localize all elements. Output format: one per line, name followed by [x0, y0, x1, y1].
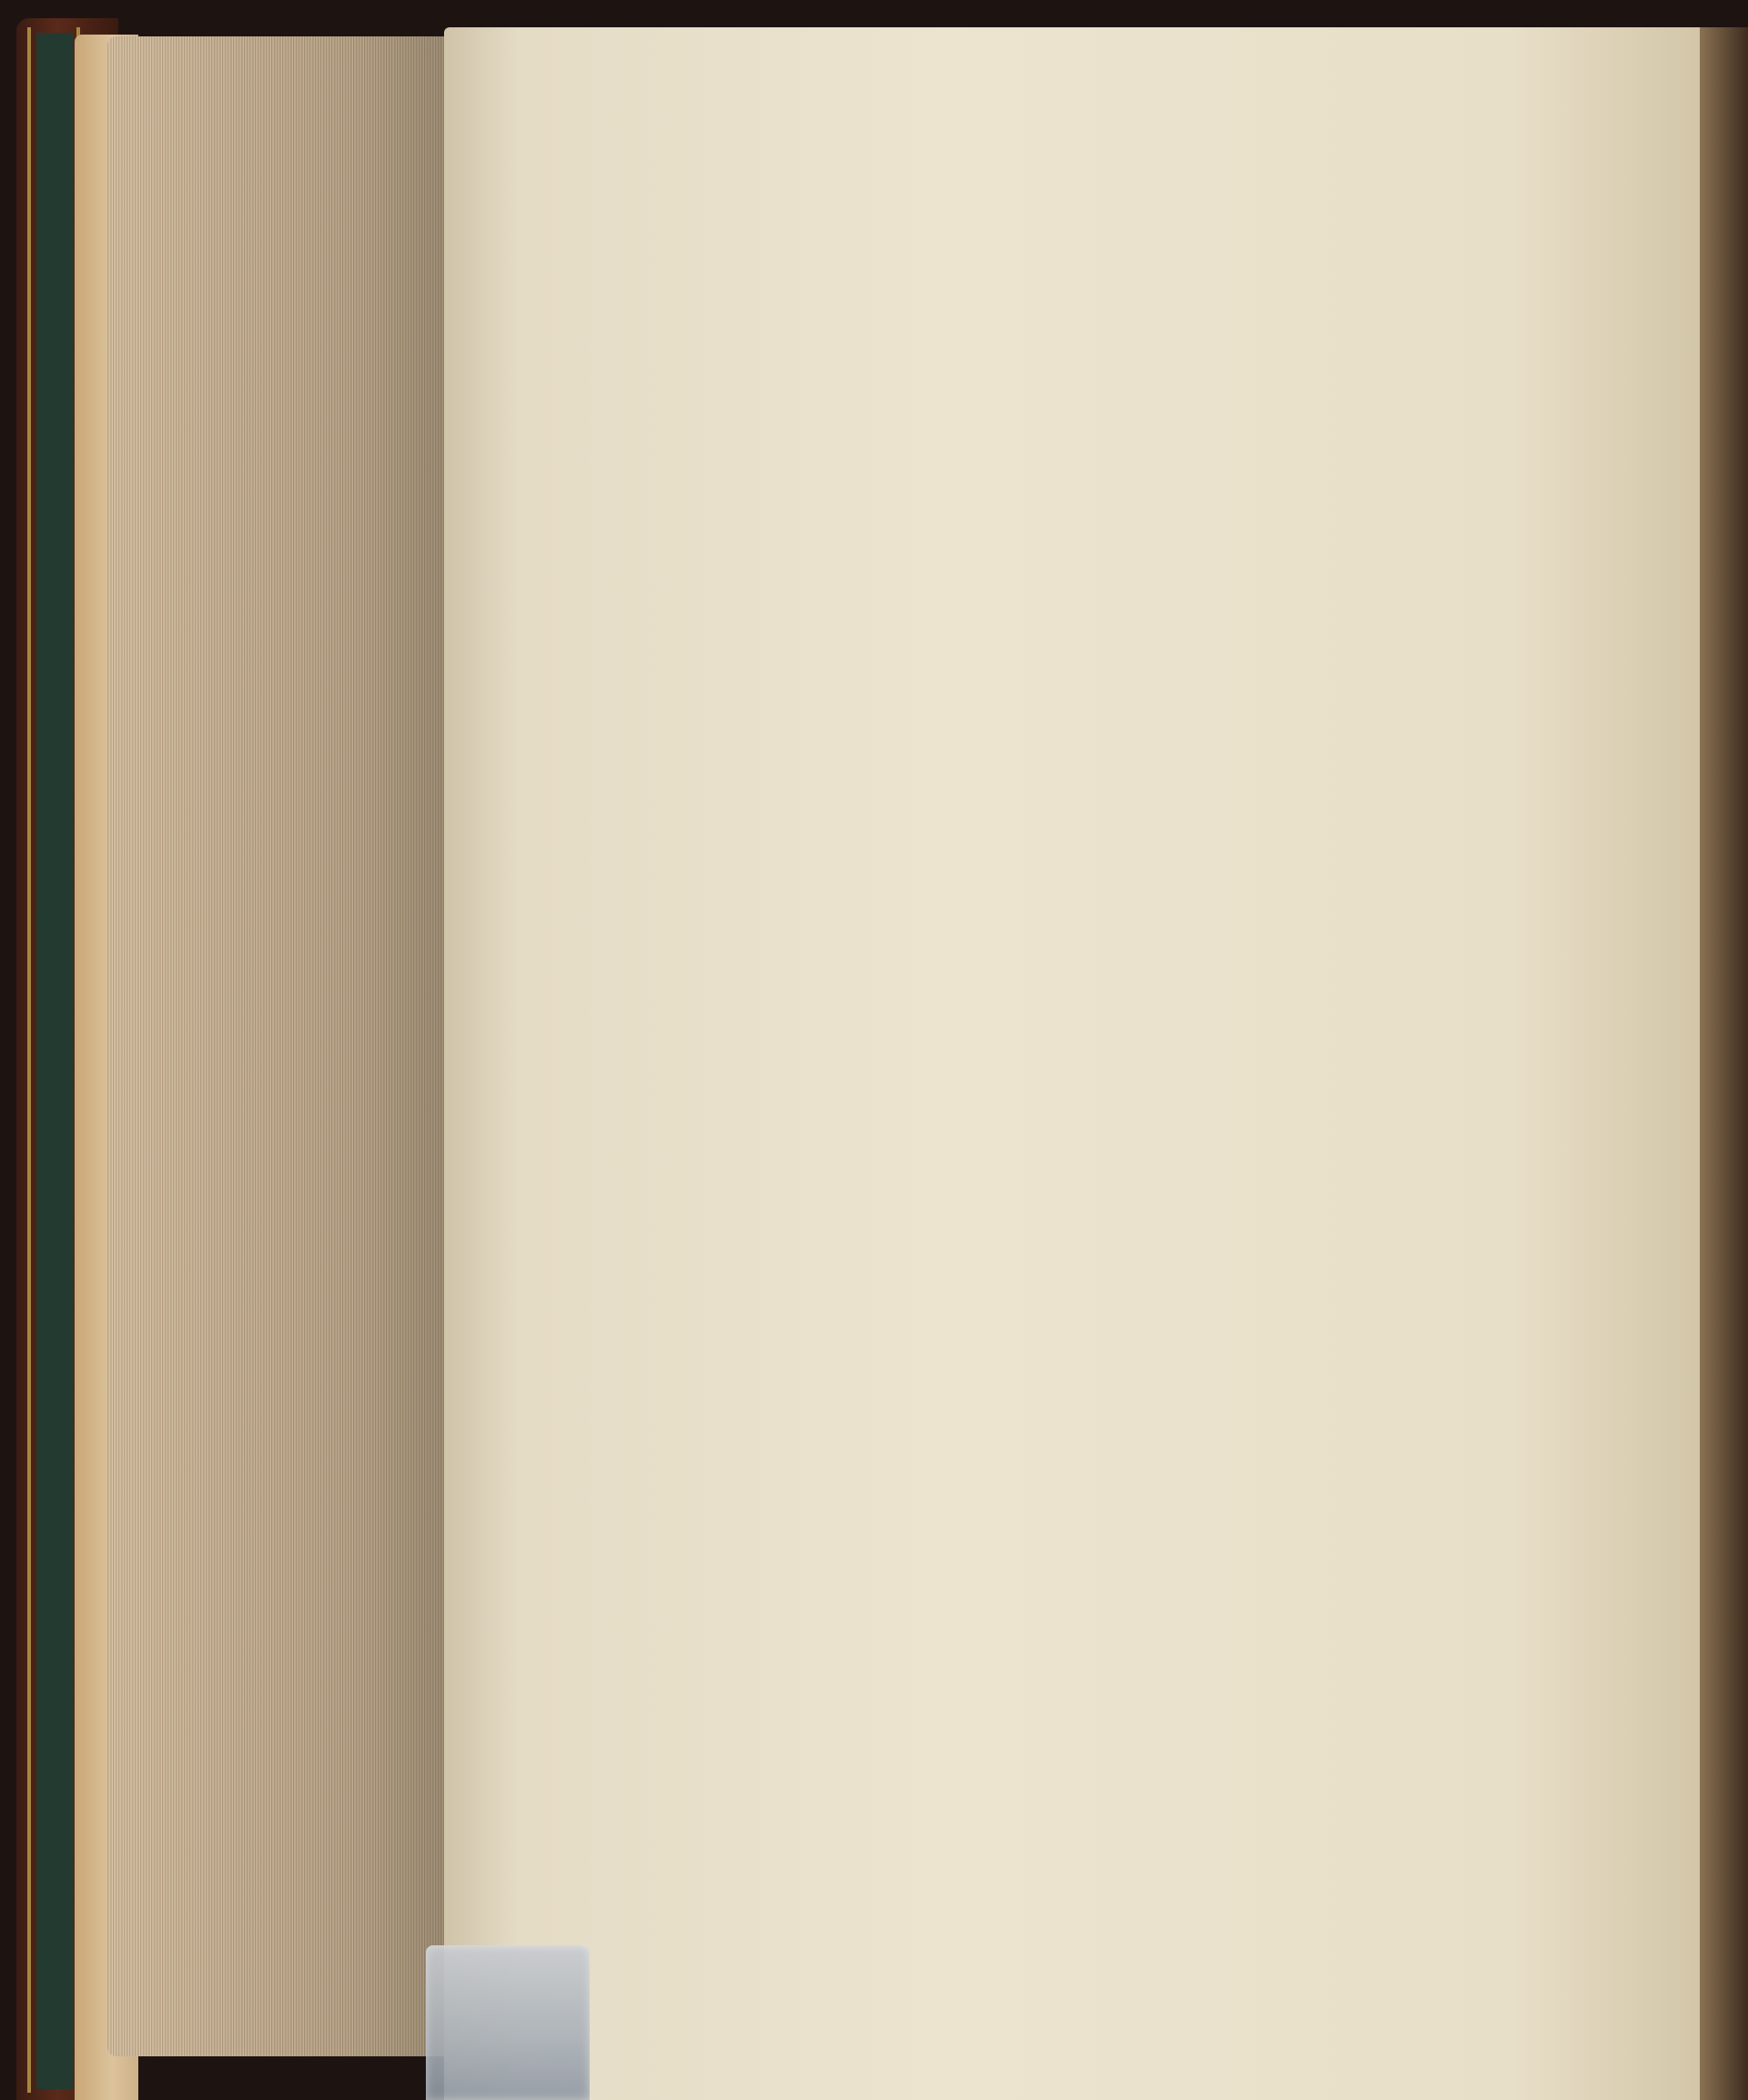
cover-green-band [36, 33, 73, 2089]
page-clip [426, 1945, 590, 2100]
right-page-edge [1700, 27, 1748, 2100]
color-calibration-bar [0, 0, 1748, 7]
gilt-rule [27, 27, 31, 2093]
page-block-shading [107, 36, 453, 2056]
page-text-block [652, 91, 1674, 2040]
